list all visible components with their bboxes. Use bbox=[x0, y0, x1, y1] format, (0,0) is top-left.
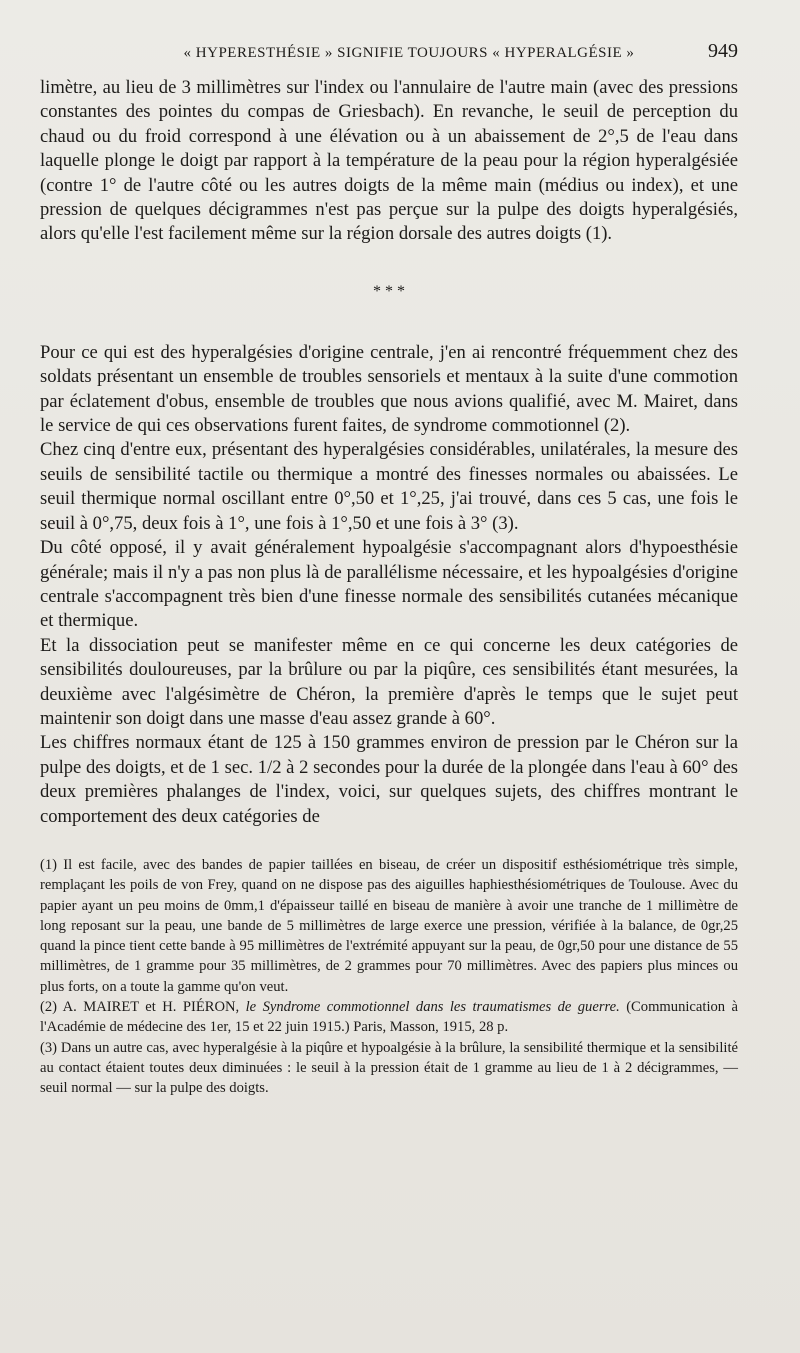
paragraph-4: Du côté opposé, il y avait généralement hypoalgésie s'accompagnant alors d'hypoesthésie générale; mais il n'y a pas non plus là de parallélisme nécessaire, et les hypoalgésies d'origine centrale s'accompagnent très bien d'une finesse normale des sensibilités cutanées mécanique et thermique. bbox=[40, 537, 738, 632]
paragraph-6: Les chiffres normaux étant de 125 à 150 grammes environ de pression par le Chéron sur la pulpe des doigts, et de 1 sec. 1/2 à 2 secondes pour la durée de la plongée dans l'eau à 60° des deux premières phalanges de l'index, voici, sur quelques sujets, des chiffres montrant le comportement des deux catégories de bbox=[40, 732, 738, 827]
paragraph-5: Et la dissociation peut se manifester même en ce qui concerne les deux catégories de sensibilités douloureuses, par la brûlure ou par la piqûre, ces sensibilités étant mesurées, la deuxième avec l'algésimètre de Chéron, la première d'après le temps que le sujet peut maintenir son doigt dans une masse d'eau assez grande à 60°. bbox=[40, 634, 738, 729]
footnote-3: (3) Dans un autre cas, avec hyperalgésie à la piqûre et hypoalgésie à la brûlure, la sensibilité thermique et la sensibilité au contact étaient toutes deux diminuées : le seuil à la pression était de 1 gramme au lieu de 1 à 2 décigrammes, — seuil normal — sur la pulpe des doigts. bbox=[40, 1039, 738, 1097]
footnotes bbox=[40, 855, 738, 1099]
footnote-2-authors: (2) A. MAIRET et H. PIÉRON, bbox=[40, 999, 246, 1016]
footnote-2-title: le Syndrome commotionnel dans les traumatismes de guerre. bbox=[245, 999, 620, 1016]
paragraph-3: Chez cinq d'entre eux, présentant des hyperalgésies considérables, unilatérales, la mesure des seuils de sensibilité tactile ou thermique a montré des finesses normales ou abaissées. Le seuil thermique normal oscillant entre 0°,50 et 1°,25, j'ai trouvé, dans ces 5 cas, une fois le seuil à 0°,75, deux fois à 1°, une fois à 1°,50 et une fois à 3° (3). bbox=[40, 439, 738, 534]
running-head bbox=[40, 40, 738, 76]
footnote-1: (1) Il est facile, avec des bandes de papier taillées en biseau, de créer un dispositif esthésiométrique très simple, remplaçant les poils de von Frey, quand on ne dispose pas des aiguilles haphiesthésiométriques de Toulouse. Avec du papier ayant un peu moins de 0mm,1 d'épaisseur taillé en biseau de manière à avoir une tranche de 1 millimètre de long reposant sur la peau, une bande de 5 millimètres de large exerce une pression, vérifiée à la balance, de 0gr,25 quand la pince tient cette bande à 95 millimètres de l'extrémité appuyant sur la peau, de 0gr,50 pour une distance de 55 millimètres, de 1 gramme pour 35 millimètres, de 2 grammes pour 70 millimètres. Avec des papiers plus minces ou plus forts, on a toute la gamme qu'on veut. bbox=[40, 856, 738, 995]
paragraph-2: Pour ce qui est des hyperalgésies d'origine centrale, j'en ai rencontré fréquemment chez des soldats présentant un ensemble de troubles sensoriels et mentaux à la suite d'une commotion par éclatement d'obus, ensemble de troubles que nous avions qualifié, avec M. Mairet, dans le service de qui ces observations furent faites, de syndrome commotionnel (2). bbox=[40, 341, 738, 437]
footnote-2 bbox=[40, 997, 738, 1038]
paragraph-1: limètre, au lieu de 3 millimètres sur l'index ou l'annulaire de l'autre main (avec des pressions constantes des pointes du compas de Griesbach). En revanche, le seuil de perception du chaud ou du froid correspond à une élévation ou à un abaissement de 2°,5 de l'eau dans laquelle plonge le doigt par rapport à la température de la peau pour la région hyperalgésiée (contre 1° de l'autre côté ou les autres doigts de la même main (médius ou index), et une pression de quelques décigrammes n'est pas perçue sur la pulpe des doigts hyperalgésiés, alors qu'elle l'est facilement même sur la région dorsale des autres doigts (1). bbox=[40, 77, 738, 245]
body-text bbox=[40, 76, 738, 829]
asterism: * * * bbox=[373, 282, 405, 300]
running-title: « HYPERESTHÉSIE » SIGNIFIE TOUJOURS « HYPERALGÉSIE » bbox=[183, 45, 635, 61]
page-number: 949 bbox=[708, 40, 738, 62]
footnote-2-rest: (Communication à l'Académie de médecine des 1er, 15 et 22 juin 1915.) Paris, Masson, 1915, 28 p. bbox=[40, 999, 738, 1036]
